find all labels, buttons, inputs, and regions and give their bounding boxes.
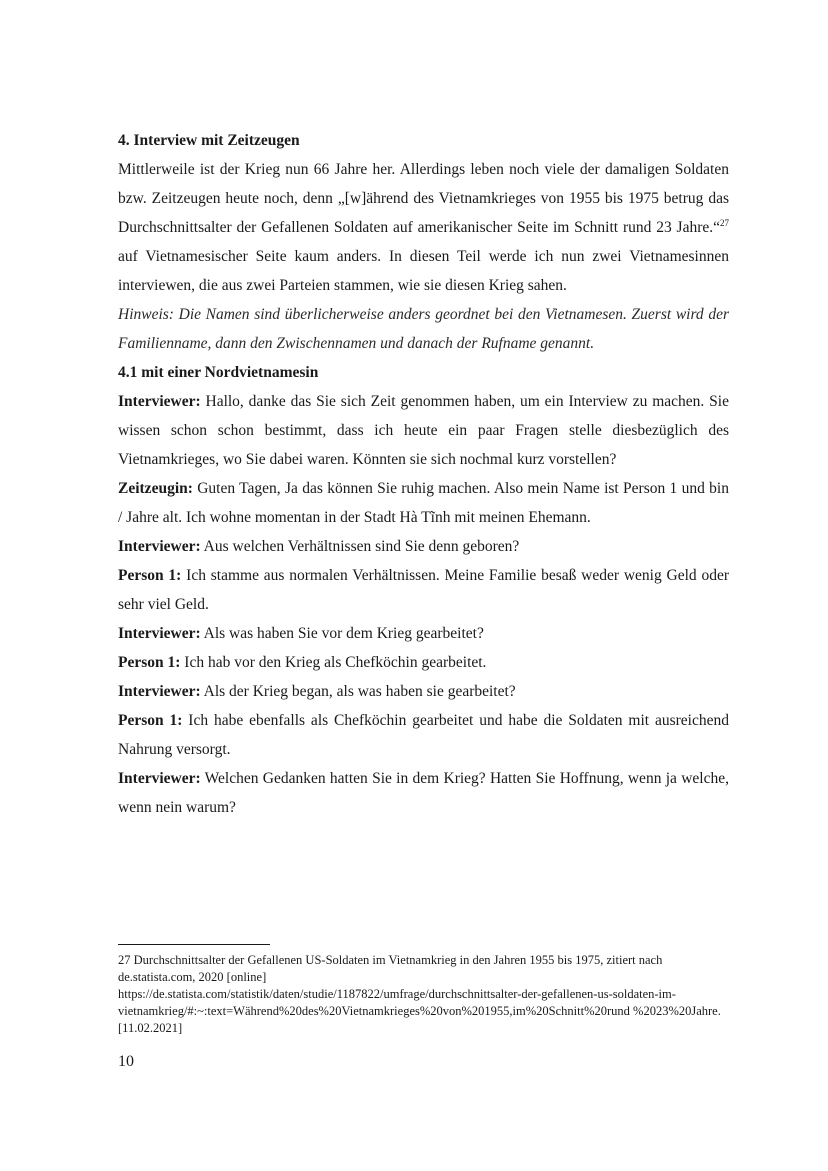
speaker-label: Person 1: <box>118 712 183 729</box>
speaker-label: Person 1: <box>118 567 182 584</box>
intro-text-part1: Mittlerweile ist der Krieg nun 66 Jahre her. Allerdings leben noch viele der damaligen Soldaten bzw. Zeitzeugen heute noch, denn „[w]ährend des Vietnamkrieges von 1955 bis 1975 betrug das Durchschnittsalter der Gefallenen Soldaten auf amerikanischer Seite im Schnitt rund 23 Jahre.“ <box>118 161 729 236</box>
speech-text: Ich stamme aus normalen Verhältnissen. Meine Familie besaß weder wenig Geld oder sehr viel Geld. <box>118 567 729 613</box>
speech-text: Hallo, danke das Sie sich Zeit genommen haben, um ein Interview zu machen. Sie wissen schon schon bestimmt, dass ich heute ein paar Fragen stelle diesbezüglich des Vietnamkrieges, wo Sie dabei waren. Könnten sie sich nochmal kurz vorstellen? <box>118 393 729 468</box>
speaker-label: Interviewer: <box>118 538 201 555</box>
speech-text: Welchen Gedanken hatten Sie in dem Krieg? Hatten Sie Hoffnung, wenn ja welche, wenn nein warum? <box>118 770 729 816</box>
speech-text: Als der Krieg began, als was haben sie gearbeitet? <box>200 683 516 700</box>
speaker-label: Interviewer: <box>118 770 201 787</box>
intro-text-part2: auf Vietnamesischer Seite kaum anders. In diesen Teil werde ich nun zwei Vietnamesinnen interviewen, die aus zwei Parteien stammen, wie sie diesen Krieg sahen. <box>118 248 729 294</box>
intro-paragraph <box>118 155 729 300</box>
dialogue-line <box>118 561 729 619</box>
speech-text: Als was haben Sie vor dem Krieg gearbeitet? <box>200 625 484 642</box>
dialogue-line <box>118 677 729 706</box>
dialogue-line <box>118 474 729 532</box>
dialogue-line <box>118 764 729 822</box>
speech-text: Guten Tagen, Ja das können Sie ruhig machen. Also mein Name ist Person 1 und bin / Jahre alt. Ich wohne momentan in der Stadt Hà Tĩnh mit meinen Ehemann. <box>118 480 729 526</box>
speech-text: Aus welchen Verhältnissen sind Sie denn geboren? <box>200 538 520 555</box>
hint-paragraph: Hinweis: Die Namen sind überlicherweise anders geordnet bei den Vietnamesen. Zuerst wird der Familienname, dann den Zwischennamen und danach der Rufname genannt. <box>118 306 729 352</box>
footnote <box>118 952 729 1037</box>
body-text <box>118 126 729 822</box>
dialogue-line <box>118 387 729 474</box>
footnote-marker[interactable]: 27 <box>720 217 729 228</box>
section-heading: 4. Interview mit Zeitzeugen <box>118 132 300 149</box>
speaker-label: Person 1: <box>118 654 181 671</box>
speech-text: Ich habe ebenfalls als Chefköchin gearbeitet und habe die Soldaten mit ausreichend Nahrung versorgt. <box>118 712 729 758</box>
page-number: 10 <box>118 1053 134 1070</box>
footnote-url[interactable]: https://de.statista.com/statistik/daten/studie/1187822/umfrage/durchschnittsalter-der-gefallenen-us-soldaten-im-vietnamkrieg/#:~:text=Während%20des%20Vietnamkrieges%20von%201955,im%20Schnitt%20rund %2023%20Jahre. [11.02.2021] <box>118 987 721 1035</box>
speaker-label: Interviewer: <box>118 683 201 700</box>
dialogue-line <box>118 706 729 764</box>
footnote-citation: 27 Durchschnittsalter der Gefallenen US-Soldaten im Vietnamkrieg in den Jahren 1955 bis 1975, zitiert nach de.statista.com, 2020 [online] <box>118 953 663 984</box>
dialogue-line <box>118 648 729 677</box>
speech-text: Ich hab vor den Krieg als Chefköchin gearbeitet. <box>180 654 487 671</box>
speaker-label: Zeitzeugin: <box>118 480 193 497</box>
footnote-separator <box>118 944 270 945</box>
speaker-label: Interviewer: <box>118 393 201 410</box>
dialogue-line <box>118 532 729 561</box>
subsection-heading: 4.1 mit einer Nordvietnamesin <box>118 364 319 381</box>
dialogue-line <box>118 619 729 648</box>
speaker-label: Interviewer: <box>118 625 201 642</box>
